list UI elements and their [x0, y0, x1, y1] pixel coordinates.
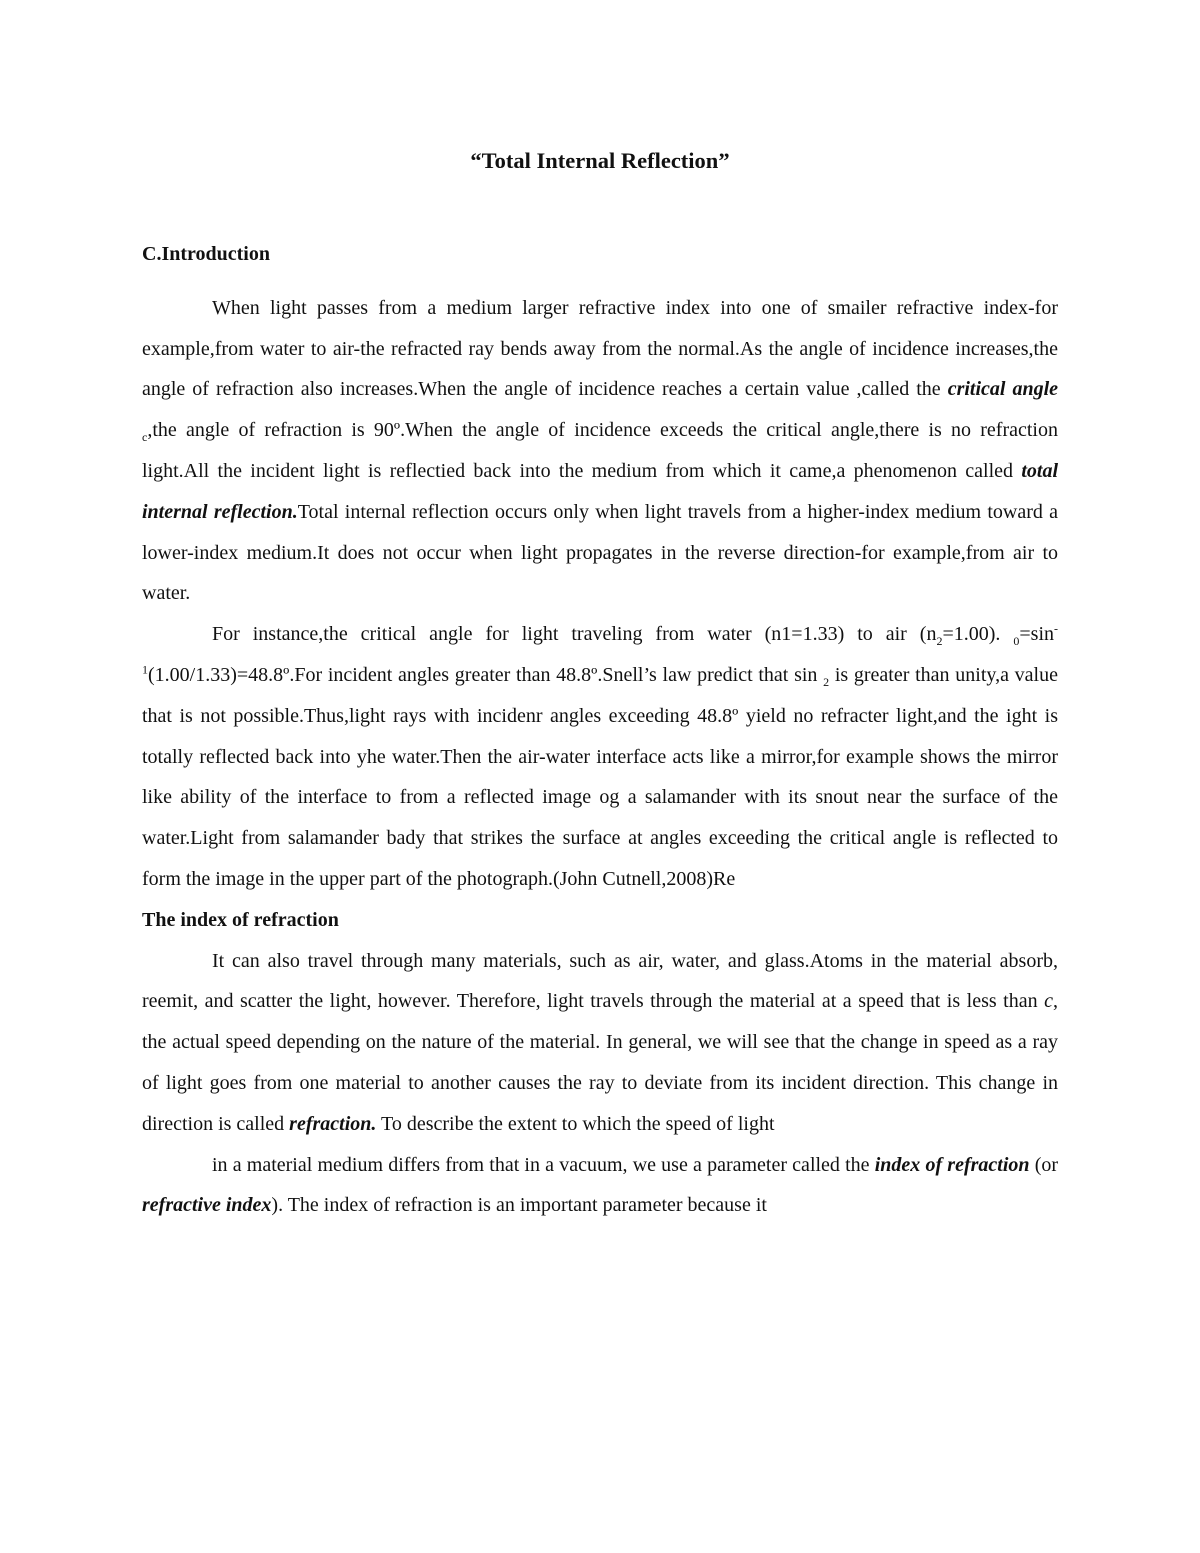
subscript-2: 2: [936, 634, 943, 649]
document-title: “Total Internal Reflection”: [470, 148, 730, 173]
text-run: in a material medium differs from that in a vacuum, we use a parameter called the: [212, 1153, 875, 1176]
superscript-neg1: -1: [142, 621, 1058, 677]
text-run: When light passes from a medium larger refractive index into one of smailer refractive index-for example,from water to air-the refracted ray bends away from the normal.As the angle of incidence increases,the angle of refraction also increases.When the angle of incidence reaches a certain value ,called the: [142, 296, 1058, 401]
index-paragraph-1: [142, 941, 1058, 1145]
section-heading-index-of-refraction: The index of refraction: [142, 908, 339, 931]
subscript-c: c: [142, 430, 148, 445]
text-run: , the actual speed depending on the nature of the material. In general, we will see that the change in speed as a ray of light goes from one material to another causes the ray to deviate from its incident direction. This change in direction is called: [142, 990, 1058, 1135]
text-run: is greater than unity,a value that is not possible.Thus,light rays with incidenr angles exceeding 48.8º yield no refracter light,and the ight is totally reflected back into yhe water.Then the air-water interface acts like a mirror,for example shows the mirror like ability of the interface to from a reflected image og a salamander with its snout near the surface of the water.Light from salamander bady that strikes the surface at angles exceeding the critical angle is reflected to form the image in the upper part of the photograph.(John Cutnell,2008)Re: [142, 663, 1058, 890]
text-run: Total internal reflection occurs only when light travels from a higher-index medium toward a lower-index medium.It does not occur when light propagates in the reverse direction-for example,from air to water.: [142, 500, 1058, 605]
text-run: =sin: [1019, 623, 1054, 646]
subscript-2b: 2: [823, 674, 830, 689]
term-critical-angle: critical angle: [947, 378, 1059, 401]
term-refraction: refraction.: [289, 1112, 377, 1135]
term-total-internal-reflection: total internal reflection.: [142, 459, 1058, 523]
text-run: (1.00/1.33)=48.8º.For incident angles greater than 48.8º.Snell’s law predict that sin: [148, 663, 824, 686]
intro-paragraph-1: [142, 288, 1058, 614]
term-index-of-refraction: index of refraction: [874, 1153, 1030, 1176]
index-paragraph-2: [142, 1145, 1058, 1227]
section-heading-introduction: C.Introduction: [142, 243, 270, 265]
text-run: To describe the extent to which the speed of light: [376, 1112, 775, 1135]
text-run: (or: [1029, 1153, 1059, 1176]
term-refractive-index: refractive index: [142, 1194, 272, 1217]
text-run: For instance,the critical angle for light traveling from water (n1=1.33) to air (n: [212, 623, 937, 646]
text-run: ). The index of refraction is an important parameter because it: [271, 1194, 767, 1217]
intro-paragraph-2: [142, 614, 1058, 900]
symbol-c: c: [1044, 990, 1053, 1013]
subscript-0: 0: [1013, 634, 1020, 649]
text-run: It can also travel through many materials, such as air, water, and glass.Atoms in the material absorb, reemit, and scatter the light, however. Therefore, light travels through the material at a speed that is less than: [142, 949, 1058, 1013]
text-run: =1.00).: [942, 623, 1001, 646]
text-run: ,the angle of refraction is 90º.When the angle of incidence exceeds the critical angle,there is no refraction light.All the incident light is reflectied back into the medium from which it came,a phenomenon called: [142, 419, 1058, 482]
